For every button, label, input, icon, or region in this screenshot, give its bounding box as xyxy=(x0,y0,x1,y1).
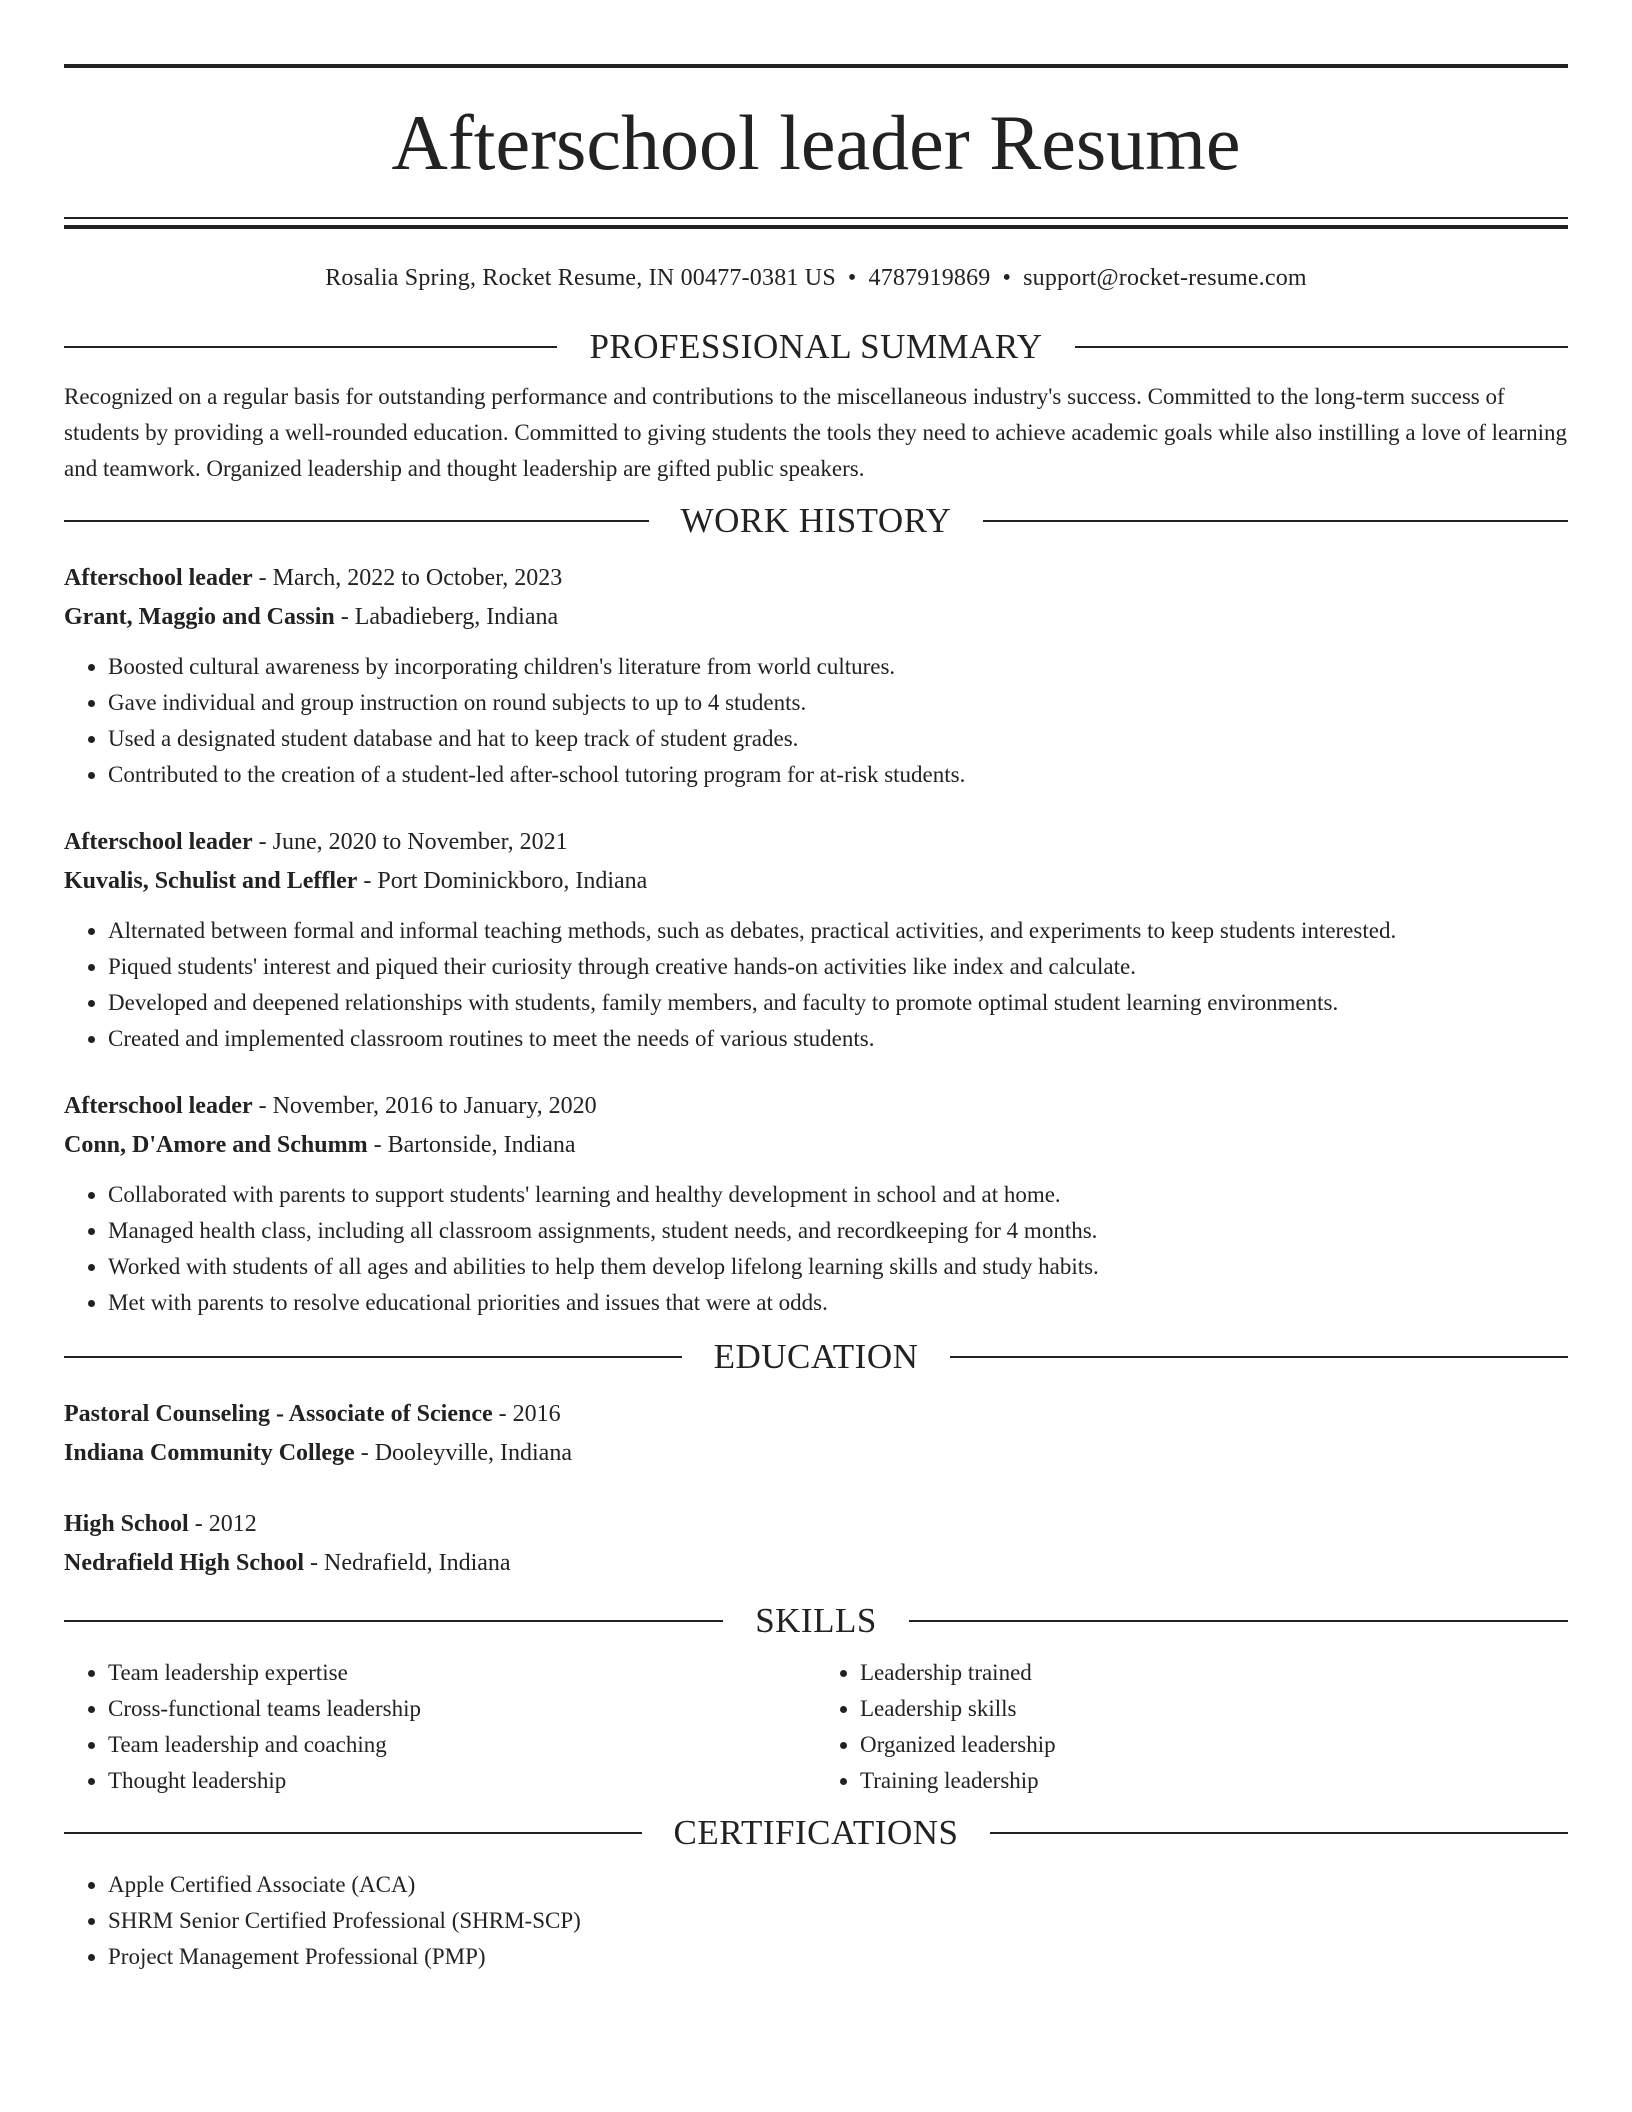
job-dates: - March, 2022 to October, 2023 xyxy=(252,565,563,591)
employer-line xyxy=(64,598,1568,637)
section-title-education: EDUCATION xyxy=(713,1337,919,1376)
section-heading-summary xyxy=(64,325,1568,369)
list-item: • Managed health class, including all classroom assignments, student needs, and recordkeeping for 4 months. xyxy=(108,1213,1568,1249)
contact-email[interactable]: support@rocket-resume.com xyxy=(1023,265,1307,291)
work-entry xyxy=(64,559,1568,793)
list-item: • Worked with students of all ages and abilities to help them develop lifelong learning skills and study habits. xyxy=(108,1249,1568,1285)
school-name: Nedrafield High School xyxy=(64,1550,305,1576)
resume-page xyxy=(64,64,1568,1975)
section-title-certifications: CERTIFICATIONS xyxy=(673,1813,959,1852)
title-rule-upper xyxy=(64,217,1568,219)
degree-year: - 2016 xyxy=(492,1401,561,1427)
section-heading-certifications xyxy=(64,1811,1568,1855)
degree-line xyxy=(64,1505,1568,1544)
heading-rule-left xyxy=(64,346,557,348)
section-title-work: WORK HISTORY xyxy=(680,501,952,540)
heading-rule-right xyxy=(950,1356,1568,1358)
job-bullets xyxy=(64,1177,1568,1321)
skills-column-right xyxy=(816,1655,1568,1799)
employer-location: - Labadieberg, Indiana xyxy=(334,604,559,630)
section-title-summary: PROFESSIONAL SUMMARY xyxy=(589,327,1043,366)
list-item: • Organized leadership xyxy=(860,1727,1568,1763)
degree-year: - 2012 xyxy=(188,1511,257,1537)
school-line xyxy=(64,1434,1568,1473)
top-rule xyxy=(64,64,1568,68)
list-item: • SHRM Senior Certified Professional (SHRM-SCP) xyxy=(108,1903,1568,1939)
contact-phone: 4787919869 xyxy=(868,265,991,291)
job-title-line xyxy=(64,823,1568,862)
employer-location: - Bartonside, Indiana xyxy=(367,1132,576,1158)
school-name: Indiana Community College xyxy=(64,1440,355,1466)
heading-rule-right xyxy=(1075,346,1568,348)
list-item: • Leadership trained xyxy=(860,1655,1568,1691)
school-line xyxy=(64,1544,1568,1583)
job-title-line xyxy=(64,1087,1568,1126)
list-item: • Boosted cultural awareness by incorporating children's literature from world cultures. xyxy=(108,649,1568,685)
employer-line xyxy=(64,862,1568,901)
job-title-line xyxy=(64,559,1568,598)
title-double-rule xyxy=(64,217,1568,229)
school-location: - Dooleyville, Indiana xyxy=(354,1440,572,1466)
list-item: • Alternated between formal and informal teaching methods, such as debates, practical activities, and experiments to keep students interested. xyxy=(108,913,1568,949)
heading-rule-right xyxy=(909,1620,1568,1622)
heading-rule-left xyxy=(64,1832,642,1834)
summary-text: Recognized on a regular basis for outstanding performance and contributions to the miscellaneous industry's success. Committed to the long-term success of students by providing a well-rounded education. Committed to giving students the tools they need to achieve academic goals while also instilling a love of learning and teamwork. Organized leadership and thought leadership are gifted public speakers. xyxy=(64,384,1567,481)
list-item: • Contributed to the creation of a student-led after-school tutoring program for at-risk students. xyxy=(108,757,1568,793)
title-rule-lower xyxy=(64,225,1568,229)
heading-rule-right xyxy=(983,520,1568,522)
list-item: • Piqued students' interest and piqued their curiosity through creative hands-on activities like index and calculate. xyxy=(108,949,1568,985)
job-title: Afterschool leader xyxy=(64,1093,253,1119)
job-title: Afterschool leader xyxy=(64,565,253,591)
degree-name: Pastoral Counseling - Associate of Science xyxy=(64,1401,493,1427)
employer-name: Kuvalis, Schulist and Leffler xyxy=(64,868,358,894)
school-location: - Nedrafield, Indiana xyxy=(304,1550,511,1576)
heading-rule-left xyxy=(64,520,649,522)
job-dates: - June, 2020 to November, 2021 xyxy=(252,829,568,855)
section-title-skills: SKILLS xyxy=(755,1601,877,1640)
resume-title: Afterschool leader Resume xyxy=(391,99,1241,186)
education-entry xyxy=(64,1395,1568,1473)
degree-line xyxy=(64,1395,1568,1434)
heading-rule-right xyxy=(990,1832,1568,1834)
list-item: • Cross-functional teams leadership xyxy=(108,1691,816,1727)
list-item: • Created and implemented classroom routines to meet the needs of various students. xyxy=(108,1021,1568,1057)
work-entry xyxy=(64,823,1568,1057)
contact-separator: • xyxy=(1002,265,1012,291)
employer-line xyxy=(64,1126,1568,1165)
list-item: • Team leadership expertise xyxy=(108,1655,816,1691)
skills-grid xyxy=(64,1643,1568,1799)
contact-address: Rosalia Spring, Rocket Resume, IN 00477-0381 US xyxy=(325,265,836,291)
section-heading-work xyxy=(64,499,1568,543)
section-heading-education xyxy=(64,1335,1568,1379)
degree-name: High School xyxy=(64,1511,189,1537)
list-item: • Team leadership and coaching xyxy=(108,1727,816,1763)
list-item: • Used a designated student database and hat to keep track of student grades. xyxy=(108,721,1568,757)
list-item: • Training leadership xyxy=(860,1763,1568,1799)
certifications-list xyxy=(64,1867,1568,1975)
job-bullets xyxy=(64,649,1568,793)
contact-separator: • xyxy=(847,265,857,291)
contact-line xyxy=(64,263,1568,293)
skills-column-left xyxy=(64,1655,816,1799)
job-title: Afterschool leader xyxy=(64,829,253,855)
employer-location: - Port Dominickboro, Indiana xyxy=(357,868,648,894)
employer-name: Conn, D'Amore and Schumm xyxy=(64,1132,368,1158)
heading-rule-left xyxy=(64,1620,723,1622)
job-dates: - November, 2016 to January, 2020 xyxy=(252,1093,597,1119)
list-item: • Met with parents to resolve educational priorities and issues that were at odds. xyxy=(108,1285,1568,1321)
employer-name: Grant, Maggio and Cassin xyxy=(64,604,335,630)
list-item: • Leadership skills xyxy=(860,1691,1568,1727)
heading-rule-left xyxy=(64,1356,682,1358)
list-item: • Project Management Professional (PMP) xyxy=(108,1939,1568,1975)
list-item: • Gave individual and group instruction on round subjects to up to 4 students. xyxy=(108,685,1568,721)
list-item: • Collaborated with parents to support students' learning and healthy development in school and at home. xyxy=(108,1177,1568,1213)
list-item: • Apple Certified Associate (ACA) xyxy=(108,1867,1568,1903)
section-heading-skills xyxy=(64,1599,1568,1643)
list-item: • Thought leadership xyxy=(108,1763,816,1799)
list-item: • Developed and deepened relationships with students, family members, and faculty to promote optimal student learning environments. xyxy=(108,985,1568,1021)
education-entry xyxy=(64,1505,1568,1583)
job-bullets xyxy=(64,913,1568,1057)
work-entry xyxy=(64,1087,1568,1321)
